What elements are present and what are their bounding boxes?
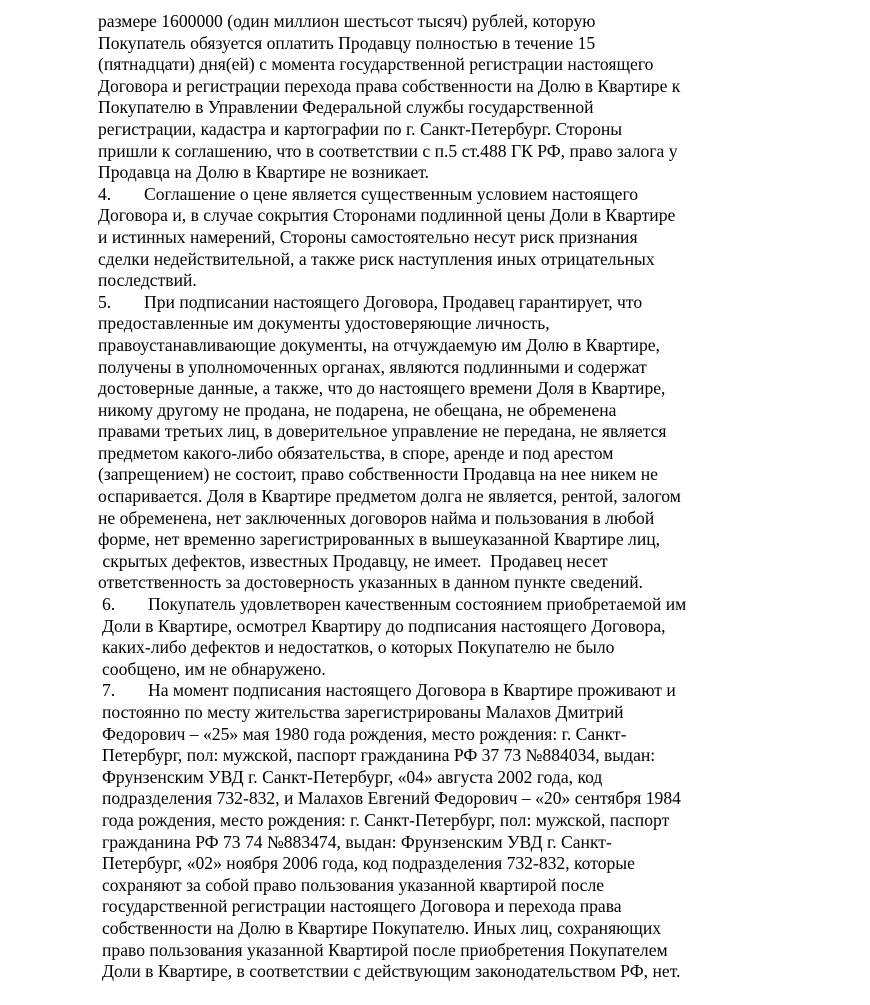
text-line: предоставленные им документы удостоверяющие личность, [98,313,550,334]
text-line: подразделения 732-832, и Малахов Евгений Федорович – «20» сентября 1984 [102,788,681,809]
text-line: собственности на Долю в Квартире Покупателю. Иных лиц, сохраняющих [102,917,662,938]
clause-number: 4. [98,183,112,204]
text-line: правами третьих лиц, в доверительное управление не передана, не является [98,421,667,442]
text-line: Доли в Квартире, осмотрел Квартиру до подписания настоящего Договора, [102,615,666,636]
text-line: постоянно по месту жительства зарегистрированы Малахов Дмитрий [102,702,624,722]
clause-number: 5. [98,291,112,312]
text-line: и истинных намерений, Стороны самостоятельно несут риск признания [98,226,638,247]
text-line: сообщено, им не обнаружено. [102,658,326,679]
text-line: получены в уполномоченных органах, являются подлинными и содержат [98,356,647,377]
text-line: гражданина РФ 73 74 №883474, выдан: Фрунзенским УВД г. Санкт- [102,831,612,852]
text-line: года рождения, место рождения: г. Санкт-Петербург, пол: мужской, паспорт [102,809,670,830]
text-line: ответственность за достоверность указанных в данном пункте сведений. [98,572,644,593]
clause-number: 7. [102,680,116,701]
text-line: сделки недействительной, а также риск наступления иных отрицательных [98,248,655,269]
document-page [98,11,858,983]
clause-4 [98,184,858,292]
text-line: Продавца на Долю в Квартире не возникает. [98,162,430,183]
paragraph-3-continuation [98,11,858,184]
text-line: скрытых дефектов, известных Продавцу, не имеет. Продавец несет [98,550,608,571]
text-line: никому другому не продана, не подарена, не обещана, не обременена [98,399,617,420]
text-line: Фрунзенским УВД г. Санкт-Петербург, «04» августа 2002 года, код [102,766,603,787]
text-line: достоверные данные, а также, что до настоящего времени Доля в Квартире, [98,378,666,399]
text-line: (пятнадцати) дня(ей) с момента государственной регистрации настоящего [98,54,654,75]
text-line: предметом какого-либо обязательства, в споре, аренде и под арестом [98,442,614,463]
clause-number: 6. [102,594,116,615]
text-line: Соглашение о цене является существенным условием настоящего [144,183,639,204]
clause-6 [98,594,858,680]
text-line: не обременена, нет заключенных договоров найма и пользования в любой [98,507,655,528]
text-line: (запрещением) не состоит, право собственности Продавца на нее никем не [98,464,658,485]
text-line: размере 1600000 (один миллион шестьсот тысяч) рублей, которую [98,11,596,31]
text-line: Петербург, «02» ноября 2006 года, код подразделения 732-832, которые [102,853,635,874]
text-line: сохраняют за собой право пользования указанной квартирой после [102,874,605,895]
text-line: Договора и, в случае сокрытия Сторонами подлинной цены Доли в Квартире [98,205,676,226]
text-line: Покупателю в Управлении Федеральной службы государственной [98,97,594,118]
text-line: Договора и регистрации перехода права собственности на Долю в Квартире к [98,75,681,96]
text-line: регистрации, кадастра и картографии по г. Санкт-Петербург. Стороны [98,118,623,139]
text-line: При подписании настоящего Договора, Продавец гарантирует, что [144,291,643,312]
text-line: пришли к соглашению, что в соответствии с п.5 ст.488 ГК РФ, право залога у [98,140,678,161]
clause-5 [98,292,858,594]
text-line: Покупатель удовлетворен качественным состоянием приобретаемой им [148,594,687,615]
text-line: Федорович – «25» мая 1980 года рождения, место рождения: г. Санкт- [102,723,627,744]
text-line: правоустанавливающие документы, на отчуждаемую им Долю в Квартире, [98,334,660,355]
text-line: каких-либо дефектов и недостатков, о которых Покупателю не было [102,637,615,658]
text-line: государственной регистрации настоящего Договора и перехода права [102,896,622,917]
text-line: Петербург, пол: мужской, паспорт гражданина РФ 37 73 №884034, выдан: [102,745,656,766]
clause-first-line [98,292,858,314]
text-line: Доли в Квартире, в соответствии с действующим законодательством РФ, нет. [102,961,681,982]
text-line: право пользования указанной Квартирой после приобретения Покупателем [102,939,668,960]
text-line: На момент подписания настоящего Договора в Квартире проживают и [148,680,676,701]
text-line: Покупатель обязуется оплатить Продавцу полностью в течение 15 [98,32,596,53]
clause-first-line [98,184,858,206]
clause-7 [98,680,858,982]
text-line: форме, нет временно зарегистрированных в вышеуказанной Квартире лиц, [98,529,661,550]
text-line: оспаривается. Доля в Квартире предметом долга не является, рентой, залогом [98,486,681,507]
text-line: последствий. [98,270,197,291]
clause-first-line [102,680,858,702]
clause-first-line [102,594,858,616]
